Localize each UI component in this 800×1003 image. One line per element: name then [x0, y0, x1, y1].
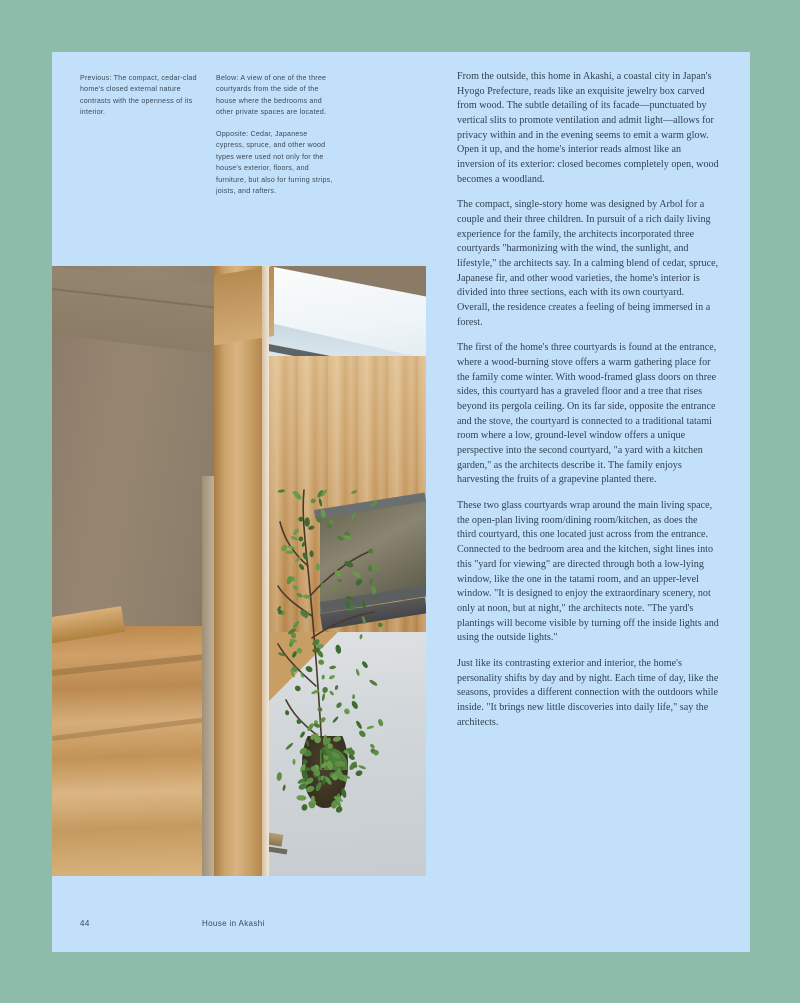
page-footer	[80, 919, 720, 928]
body-paragraph-4: These two glass courtyards wrap around the main living space, the open-plan living room/dining room/kitchen, as does the third courtyard, this one located just across from the entrance. Connected to the bedroom area and the kitchen, sight lines into this "yard for viewing" are directed through both a low-lying window, like the one in the tatami room, and an upper-level window. "It is designed to enjoy the extraordinary scenery, not only at noon, but at night," the architects note. "The yard's plantings will become visible by turning off the inside lights and using the outside lights."	[457, 500, 719, 644]
caption-opposite: Opposite: Cedar, Japanese cypress, spruce, and other wood types were used not only for the house's exterior, floors, and furniture, but also for furring strips, joists, and rafters.	[216, 129, 333, 196]
caption-below: Below: A view of one of the three courtyards from the side of the house where the bedrooms and other private spaces are located.	[216, 74, 327, 117]
body-paragraph-2: The compact, single-story home was designed by Arbol for a couple and their three children. In pursuit of a rich daily living experience for the family, the architects incorporated three courtyards "harmonizing with the wind, the sunlight, and lifestyle," the architects say. In a calming blend of cedar, spruce, Japanese fir, and other wood varieties, the home's interior is divided into three sections, each with its own courtyard. Overall, the residence creates a feeling of being immersed in a forest.	[457, 199, 719, 328]
courtyard-photograph	[52, 266, 426, 876]
caption-block	[80, 73, 370, 198]
body-text-column	[457, 70, 719, 730]
body-paragraph-3: The first of the home's three courtyards is found at the entrance, where a wood-burning stove offers a warm gathering place for the family come winter. With wood-framed glass doors on three sides, this courtyard has a graveled floor and a tree that rises beyond its pergola ceiling. On its far side, opposite the entrance and the stove, the courtyard is connected to a traditional tatami room where a low, ground-level window offers a unique perspective into the second courtyard, "a yard with a kitchen garden," as the architects describe it. The family enjoys harvesting the fruits of a grapevine planted there.	[457, 342, 717, 486]
caption-column-left	[80, 73, 198, 198]
caption-column-right	[216, 73, 334, 198]
book-page	[52, 52, 750, 952]
body-paragraph-5: Just like its contrasting exterior and interior, the home's personality shifts by day and by night. Each time of day, like the seasons, provides a different connection with the outdoors while inside. "It brings new little discoveries into daily life," say the architects.	[457, 657, 719, 728]
photo-cedar-post	[214, 266, 268, 876]
folio-page-number: 44	[80, 919, 90, 928]
caption-previous: Previous: The compact, cedar-clad home's closed external nature contrasts with the openness of its interior.	[80, 74, 197, 117]
photo-fern	[320, 736, 364, 770]
running-title: House in Akashi	[202, 919, 265, 928]
body-paragraph-1: From the outside, this home in Akashi, a coastal city in Japan's Hyogo Prefecture, reads like an exquisite jewelry box carved from wood. The subtle detailing of its facade—punctuated by vertical slits to promote ventilation and admit light—allows for privacy within and in the evening seems to emit a warm glow. Open it up, and the home's interior reads almost like an inversion of its exterior: closed becomes completely open, wood becomes a woodland.	[457, 71, 719, 185]
photo-cedar-post-edge	[262, 266, 269, 876]
